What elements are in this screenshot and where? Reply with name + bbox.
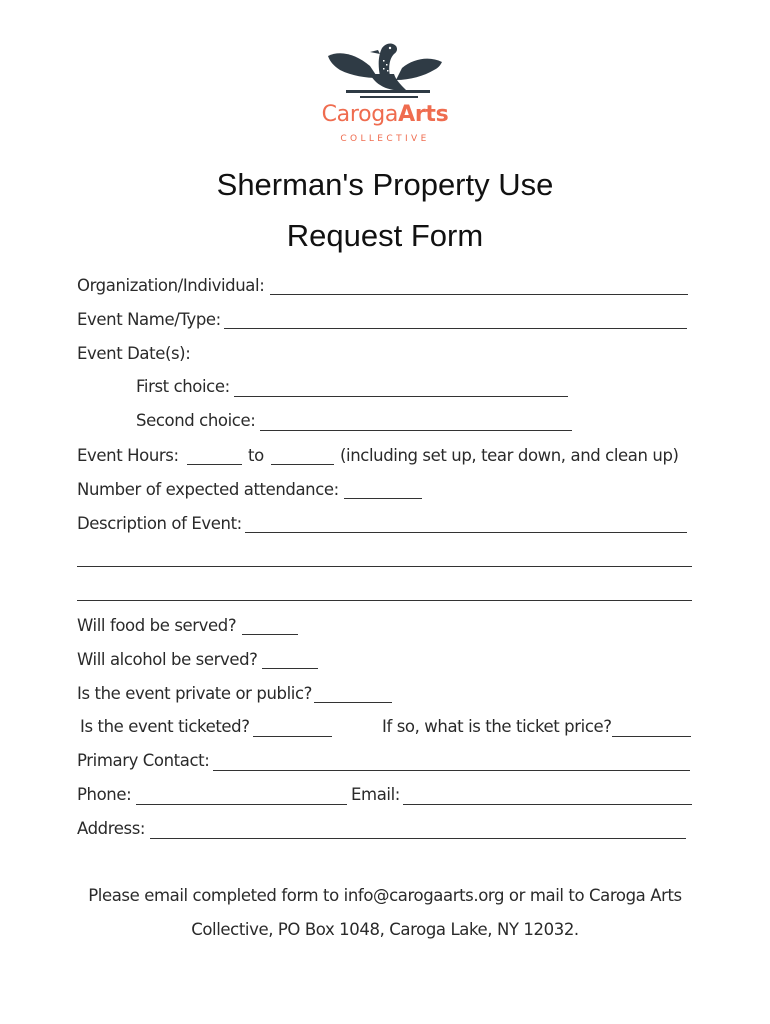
private-public-label: Is the event private or public?	[77, 684, 312, 703]
alcohol-field[interactable]	[262, 668, 318, 669]
phone-field[interactable]	[136, 804, 347, 805]
primary-contact-field[interactable]	[213, 770, 690, 771]
second-choice-label: Second choice:	[136, 411, 256, 430]
event-hours-label: Event Hours:	[77, 446, 179, 465]
brand-subtitle: COLLECTIVE	[340, 134, 430, 144]
brand-name	[318, 102, 452, 127]
food-field[interactable]	[242, 634, 298, 635]
organization-field[interactable]	[270, 294, 688, 295]
brand-name-caroga: Caroga	[321, 102, 399, 127]
phone-label: Phone:	[77, 785, 132, 804]
description-label: Description of Event:	[77, 514, 242, 533]
organization-label: Organization/Individual:	[77, 276, 265, 295]
footer-instructions-line-2: Collective, PO Box 1048, Caroga Lake, NY 12032.	[191, 920, 579, 939]
attendance-label: Number of expected attendance:	[77, 480, 339, 499]
caroga-arts-logo	[318, 40, 452, 148]
event-dates-label: Event Date(s):	[77, 344, 191, 363]
brand-name-arts: Arts	[398, 102, 449, 127]
primary-contact-label: Primary Contact:	[77, 751, 210, 770]
event-hours-start-field[interactable]	[187, 464, 242, 465]
email-label: Email:	[351, 785, 400, 804]
event-name-label: Event Name/Type:	[77, 310, 221, 329]
alcohol-label: Will alcohol be served?	[77, 650, 258, 669]
ticket-price-field[interactable]	[612, 736, 691, 737]
attendance-field[interactable]	[344, 498, 422, 499]
loon-bird-icon	[326, 40, 444, 98]
form-title-line-1: Sherman's Property Use	[216, 167, 554, 202]
first-choice-field[interactable]	[234, 396, 568, 397]
footer-instructions-line-1: Please email completed form to info@carogaarts.org or mail to Caroga Arts	[88, 886, 682, 905]
description-field-line-2[interactable]	[77, 566, 692, 567]
private-public-field[interactable]	[314, 702, 392, 703]
address-label: Address:	[77, 819, 146, 838]
email-field[interactable]	[403, 804, 692, 805]
description-field-line-1[interactable]	[245, 532, 687, 533]
ticketed-label: Is the event ticketed?	[80, 717, 250, 736]
ticketed-field[interactable]	[253, 736, 332, 737]
food-label: Will food be served?	[77, 616, 237, 635]
address-field[interactable]	[150, 838, 686, 839]
event-hours-note: (including set up, tear down, and clean up)	[340, 446, 679, 465]
ticket-price-label: If so, what is the ticket price?	[382, 717, 612, 736]
form-title-line-2: Request Form	[286, 218, 484, 253]
description-field-line-3[interactable]	[77, 600, 692, 601]
event-hours-to-label: to	[248, 446, 264, 465]
second-choice-field[interactable]	[260, 430, 572, 431]
event-hours-end-field[interactable]	[271, 464, 334, 465]
first-choice-label: First choice:	[136, 377, 230, 396]
event-name-field[interactable]	[224, 328, 687, 329]
